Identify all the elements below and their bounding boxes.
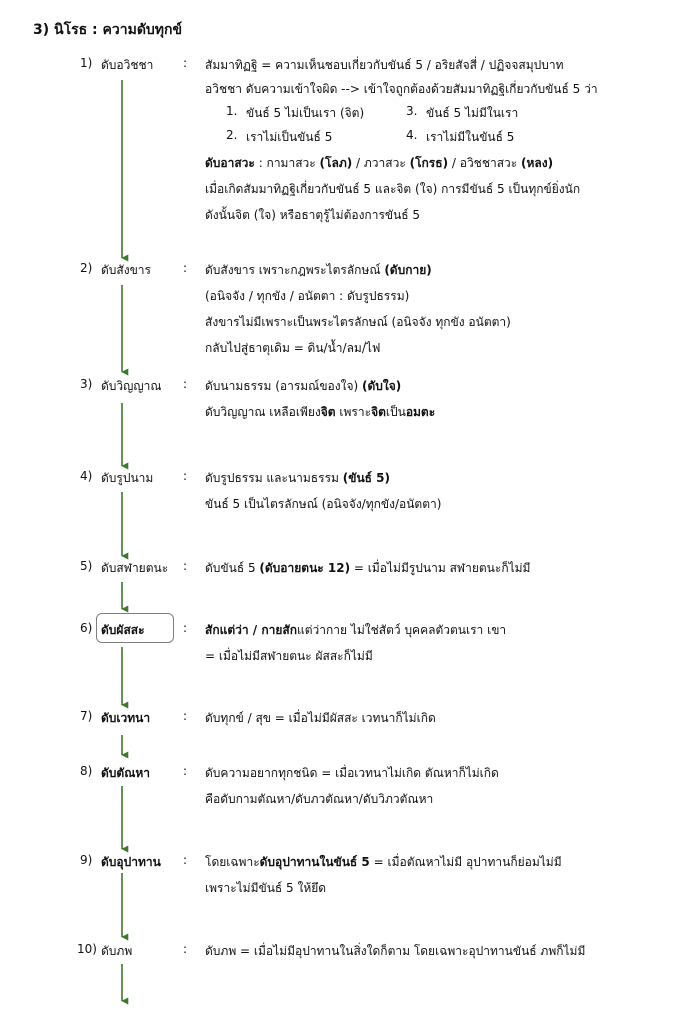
step-line — [205, 403, 435, 422]
step-line — [205, 559, 530, 578]
step-term: ดับภพ — [101, 944, 133, 958]
step-number: 4) — [80, 469, 93, 483]
list-item-number: 3. — [406, 104, 418, 118]
step-line — [205, 495, 441, 514]
step-colon: : — [183, 377, 188, 391]
step-term: ดับอุปาทาน — [101, 855, 161, 869]
step-line — [205, 647, 373, 666]
text-segment: = เมื่อตัณหาไม่มี อุปาทานก็ย่อมไม่มี — [369, 855, 562, 869]
step-number: 1) — [80, 56, 93, 70]
step-term: ดับผัสสะ — [101, 623, 145, 637]
step-line — [205, 790, 433, 809]
list-item-text: เราไม่เป็นขันธ์ 5 — [246, 130, 333, 144]
text-segment: แต่ว่ากาย ไม่ใช่สัตว์ บุคคลตัวตนเรา เขา — [296, 623, 507, 637]
step-line — [205, 180, 580, 199]
step-line — [205, 339, 380, 358]
step-number: 8) — [80, 764, 93, 778]
text-segment: สังขารไม่มีเพราะเป็นพระไตรลักษณ์ (อนิจจัง ทุกขัง อนัตตา) — [205, 315, 511, 329]
text-segment: คือดับกามตัณหา/ดับภวตัณหา/ดับวิภวตัณหา — [205, 792, 434, 806]
text-segment: เมื่อเกิดสัมมาทิฏฐิเกี่ยวกับขันธ์ 5 และจิต (ใจ) การมีขันธ์ 5 เป็นทุกข์ยิ่งนัก — [205, 182, 581, 196]
step-number: 3) — [80, 377, 93, 391]
step-number: 2) — [80, 261, 93, 275]
text-segment: = เมื่อไม่มีสฬายตนะ ผัสสะก็ไม่มี — [205, 649, 373, 663]
text-segment: ดับความอยากทุกชนิด = เมื่อเวทนาไม่เกิด ตัณหาก็ไม่เกิด — [205, 766, 499, 780]
step-term: ดับรูปนาม — [101, 471, 154, 485]
text-segment: ดับวิญญาณ เหลือเพียง — [205, 405, 321, 419]
step-line — [205, 942, 585, 961]
step-colon: : — [183, 709, 188, 723]
step-number: 5) — [80, 559, 93, 573]
text-segment: เพราะ — [335, 405, 372, 419]
step-line — [205, 764, 499, 783]
step-colon: : — [183, 942, 188, 956]
text-segment: / อวิชชาสวะ — [448, 156, 522, 170]
step-colon: : — [183, 853, 188, 867]
text-segment: โดยเฉพาะ — [205, 855, 260, 869]
bold-text-segment: (โลภ) — [319, 156, 353, 170]
text-segment: (อนิจจัง / ทุกขัง / อนัตตา : ดับรูปธรรม) — [205, 289, 410, 303]
step-line — [205, 56, 564, 75]
step-term: ดับสฬายตนะ — [101, 561, 169, 575]
text-segment: / ภวาสวะ — [352, 156, 410, 170]
bold-text-segment: จิต — [320, 405, 336, 419]
step-line — [205, 469, 390, 488]
bold-text-segment: (ดับอายตนะ 12) — [259, 561, 351, 575]
bold-text-segment: (ดับกาย) — [384, 263, 432, 277]
step-colon: : — [183, 621, 188, 635]
step-number: 6) — [80, 621, 93, 635]
list-item-text: ขันธ์ 5 ไม่เป็นเรา (จิต) — [246, 106, 365, 120]
list-item-text: เราไม่มีในขันธ์ 5 — [426, 130, 515, 144]
step-number: 7) — [80, 709, 93, 723]
bold-text-segment: อมตะ — [405, 405, 436, 419]
text-segment: เพราะไม่มีขันธ์ 5 ให้ยึด — [205, 881, 327, 895]
step-colon: : — [183, 469, 188, 483]
text-segment: ดับรูปธรรม และนามธรรม — [205, 471, 343, 485]
bold-text-segment: ดับอาสวะ — [205, 156, 255, 170]
text-segment: : กามาสวะ — [254, 156, 320, 170]
step-line — [205, 879, 326, 898]
text-segment: สัมมาทิฏฐิ = ความเห็นชอบเกี่ยวกับขันธ์ 5 / อริยสัจสี่ / ปฏิจจสมุปบาท — [205, 58, 564, 72]
page-title: 3) นิโรธ : ความดับทุกข์ — [33, 22, 183, 38]
step-line — [205, 709, 436, 728]
bold-text-segment: สักแต่ว่า / กายสัก — [205, 623, 297, 637]
step-line — [205, 206, 420, 225]
step-term: ดับเวทนา — [101, 711, 151, 725]
text-segment: เป็น — [385, 405, 406, 419]
step-colon: : — [183, 559, 188, 573]
text-segment: ดับขันธ์ 5 — [205, 561, 260, 575]
step-line — [205, 621, 506, 640]
step-term: ดับตัณหา — [101, 766, 150, 780]
step-line — [205, 80, 598, 99]
step-term: ดับสังขาร — [101, 263, 151, 277]
step-term: ดับวิญญาณ — [101, 379, 162, 393]
step-colon: : — [183, 56, 188, 70]
text-segment: ดังนั้นจิต (ใจ) หรือธาตุรู้ไม่ต้องการขันธ์ 5 — [205, 208, 421, 222]
text-segment: อวิชชา ดับความเข้าใจผิด --> เข้าใจถูกต้องด้วยสัมมาทิฏฐิเกี่ยวกับขันธ์ 5 ว่า — [205, 82, 598, 96]
step-line — [205, 853, 562, 872]
bold-text-segment: จิต — [371, 405, 386, 419]
text-segment: = เมื่อไม่มีรูปนาม สฬายตนะก็ไม่มี — [350, 561, 531, 575]
step-line — [205, 377, 401, 396]
step-line — [205, 287, 409, 306]
bold-text-segment: ดับอุปาทานในขันธ์ 5 — [259, 855, 370, 869]
text-segment: ดับทุกข์ / สุข = เมื่อไม่มีผัสสะ เวทนาก็ไม่เกิด — [205, 711, 436, 725]
step-term: ดับอวิชชา — [101, 58, 154, 72]
step-line — [205, 154, 553, 173]
list-item-number: 1. — [226, 104, 238, 118]
text-segment: ดับนามธรรม (อารมณ์ของใจ) — [205, 379, 362, 393]
text-segment: ดับสังขาร เพราะกฎพระไตรลักษณ์ — [205, 263, 385, 277]
text-segment: ดับภพ = เมื่อไม่มีอุปาทานในสิ่งใดก็ตาม โดยเฉพาะอุปาทานขันธ์ ภพก็ไม่มี — [205, 944, 586, 958]
step-line — [205, 261, 432, 280]
text-segment: ขันธ์ 5 เป็นไตรลักษณ์ (อนิจจัง/ทุกขัง/อนัตตา) — [205, 497, 442, 511]
bold-text-segment: (ดับใจ) — [361, 379, 402, 393]
bold-text-segment: (โกรธ) — [409, 156, 449, 170]
text-segment: กลับไปสู่ธาตุเดิม = ดิน/น้ำ/ลม/ไฟ — [205, 341, 381, 355]
step-colon: : — [183, 764, 188, 778]
step-line — [205, 313, 511, 332]
list-item-number: 2. — [226, 128, 238, 142]
list-item-text: ขันธ์ 5 ไม่มีในเรา — [426, 106, 519, 120]
step-number: 10) — [77, 942, 97, 956]
list-item-number: 4. — [406, 128, 418, 142]
step-colon: : — [183, 261, 188, 275]
bold-text-segment: (หลง) — [521, 156, 554, 170]
step-number: 9) — [80, 853, 93, 867]
bold-text-segment: (ขันธ์ 5) — [342, 471, 390, 485]
